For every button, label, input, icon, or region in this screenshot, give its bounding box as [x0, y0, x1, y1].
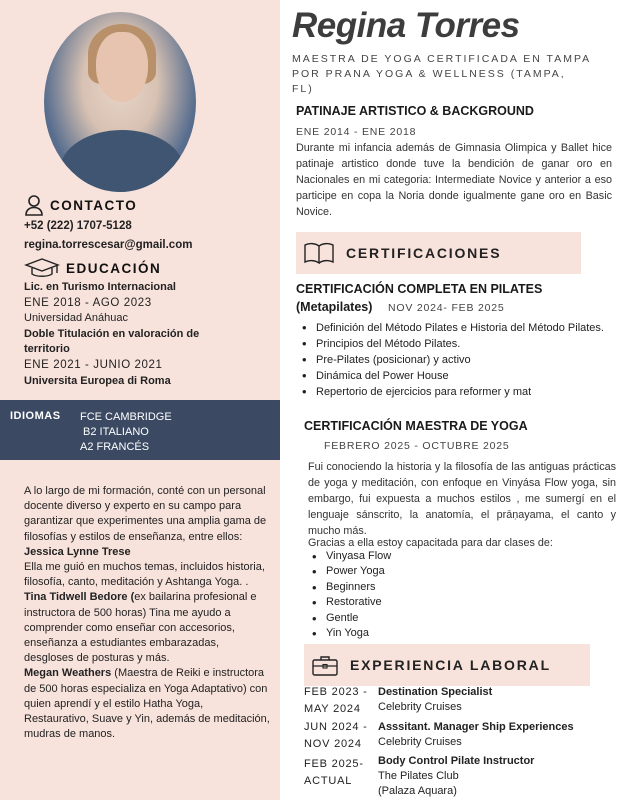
list-item: • Gentle	[306, 611, 506, 626]
yoga-dates: FEBRERO 2025 - OCTUBRE 2025	[324, 440, 510, 452]
exp-date-start: JUN 2024 -	[304, 721, 368, 733]
exp-date-end: NOV 2024	[304, 738, 362, 750]
language-item: A2 FRANCÉS	[80, 441, 150, 453]
education-heading-text: EDUCACIÓN	[66, 260, 162, 276]
certifications-banner-text: CERTIFICACIONES	[346, 245, 502, 261]
yoga-styles	[306, 549, 506, 641]
background-heading: PATINAJE ARTISTICO & BACKGROUND	[296, 104, 534, 118]
education-school-1: Universidad Anáhuac	[24, 312, 128, 324]
exp-date-start: FEB 2025-	[304, 758, 364, 770]
experience-banner-text: EXPERIENCIA LABORAL	[350, 657, 551, 673]
exp-company: Celebrity Cruises	[378, 701, 462, 713]
pilates-title: CERTIFICACIÓN COMPLETA EN PILATES	[296, 282, 543, 296]
exp-role-title: Destination Specialist	[378, 686, 493, 698]
contact-heading-text: CONTACTO	[50, 197, 138, 213]
exp-company: The Pilates Club	[378, 770, 459, 782]
exp-date-end: MAY 2024	[304, 703, 361, 715]
contact-heading	[24, 194, 137, 216]
candidate-subtitle: MAESTRA DE YOGA CERTIFICADA EN TAMPA POR PRANA YOGA & WELLNESS (TAMPA, FL)	[292, 53, 591, 95]
briefcase-icon	[312, 654, 338, 676]
list-item: • Yin Yoga	[306, 626, 506, 641]
education-heading	[24, 258, 161, 278]
exp-role-title: Asssitant. Manager Ship Experiences	[378, 721, 574, 733]
yoga-classes-intro: Gracias a ella estoy capacitada para dar clases de:	[308, 537, 553, 549]
photo-face	[96, 32, 148, 102]
book-icon	[304, 242, 334, 264]
teacher-3-text: (Maestra de Reiki e instructora de 500 horas especializa en Yoga Adaptativo) con quien aprendí y el estilo Hatha Yoga, Restaurativo, Suave y Yin, además de meditación, mudras de manos.	[24, 667, 270, 741]
exp-date-start: FEB 2023 -	[304, 686, 368, 698]
exp-date-end: ACTUAL	[304, 775, 353, 787]
teachers-bio	[24, 484, 270, 742]
exp-company-extra: (Palaza Aquara)	[378, 785, 457, 797]
education-dates-2: ENE 2021 - JUNIO 2021	[24, 359, 163, 371]
exp-2	[378, 720, 574, 750]
list-item: • Pre-Pilates (posicionar) y activo	[296, 352, 612, 368]
teacher-3-name: Megan Weathers	[24, 667, 112, 680]
languages-label: IDIOMAS	[10, 410, 61, 422]
exp-1	[378, 685, 492, 715]
language-item: FCE CAMBRIDGE	[80, 411, 172, 423]
contact-phone[interactable]: +52 (222) 1707-5128	[24, 220, 132, 232]
background-text: Durante mi infancia además de Gimnasia Olimpica y Ballet hice patinaje artistico donde tuve la bendición de ganar oro en Nacionales en mi categoria: Intermediate Novice y anterior a eso participe en copa la Noria donde igualmente gane oro en Basic Novice.	[296, 142, 612, 218]
education-school-2: Universita Europea di Roma	[24, 375, 171, 387]
language-item: B2 ITALIANO	[83, 426, 149, 438]
list-item: • Beginners	[306, 580, 506, 595]
exp-2-dates	[304, 719, 368, 753]
list-item: • Definición del Método Pilates e Historia del Método Pilates.	[296, 320, 612, 336]
education-degree-1: Lic. en Turismo Internacional	[24, 281, 176, 293]
candidate-name: Regina Torres	[292, 6, 520, 45]
teacher-2-name: Tina Tidwell Bedore (	[24, 591, 135, 604]
teacher-1-text: Ella me guió en muchos temas, incluidos historia, filosofía, canto, meditación y Ashtanga Yoga. .	[24, 561, 265, 589]
list-item: • Power Yoga	[306, 564, 506, 579]
list-item: • Vinyasa Flow	[306, 549, 506, 564]
exp-3-dates	[304, 756, 364, 790]
yoga-title: CERTIFICACIÓN MAESTRA DE YOGA	[304, 419, 528, 433]
teacher-1-name: Jessica Lynne Trese	[24, 545, 131, 558]
exp-3	[378, 754, 534, 799]
background-dates: ENE 2014 - ENE 2018	[296, 126, 417, 138]
profile-photo	[44, 12, 196, 192]
person-icon	[24, 194, 44, 216]
exp-1-dates	[304, 684, 368, 718]
education-dates-1: ENE 2018 - AGO 2023	[24, 297, 152, 309]
exp-role-title: Body Control Pilate Instructor	[378, 755, 535, 767]
pilates-subtitle: (Metapilates)	[296, 300, 373, 314]
experience-banner	[304, 644, 590, 686]
pilates-dates: NOV 2024- FEB 2025	[388, 302, 505, 314]
photo-shirt	[60, 130, 184, 192]
contact-email[interactable]: regina.torrescesar@gmail.com	[24, 239, 193, 251]
exp-company: Celebrity Cruises	[378, 736, 462, 748]
list-item: • Dinámica del Power House	[296, 368, 612, 384]
pilates-topics	[296, 320, 612, 400]
languages-band	[0, 400, 280, 460]
graduation-cap-icon	[24, 258, 60, 278]
certifications-banner	[296, 232, 581, 274]
bio-intro: A lo largo de mi formación, conté con un personal docente diverso y experto en su campo para garantizar que experimentes una amplia gama de filosofías y estilos de enseñanza, entre ellos:	[24, 485, 267, 543]
languages-list	[80, 410, 172, 455]
education-degree-2: Doble Titulación en valoración de territorio	[24, 328, 200, 355]
list-item: • Principios del Método Pilates.	[296, 336, 612, 352]
list-item: • Restorative	[306, 595, 506, 610]
yoga-text: Fui conociendo la historia y la filosofía de las antiguas prácticas de yoga y meditación, con enfoque en Vinyása Flow yoga, sin embargo, fui expuesta a muchos estilos , me sumergí en el lenguaje sánscrito, la anatomía, el prāṇayama, el canto y mucho más.	[308, 461, 616, 537]
list-item: • Repertorio de ejercicios para reformer y mat	[296, 384, 612, 400]
teacher-2-text: ex bailarina profesional e instructora de 500 horas) Tina me ayudo a comprender como enseñar con accesorios, enseñanza a estudiantes embarazadas, desgloses de posturas y más.	[24, 591, 257, 665]
